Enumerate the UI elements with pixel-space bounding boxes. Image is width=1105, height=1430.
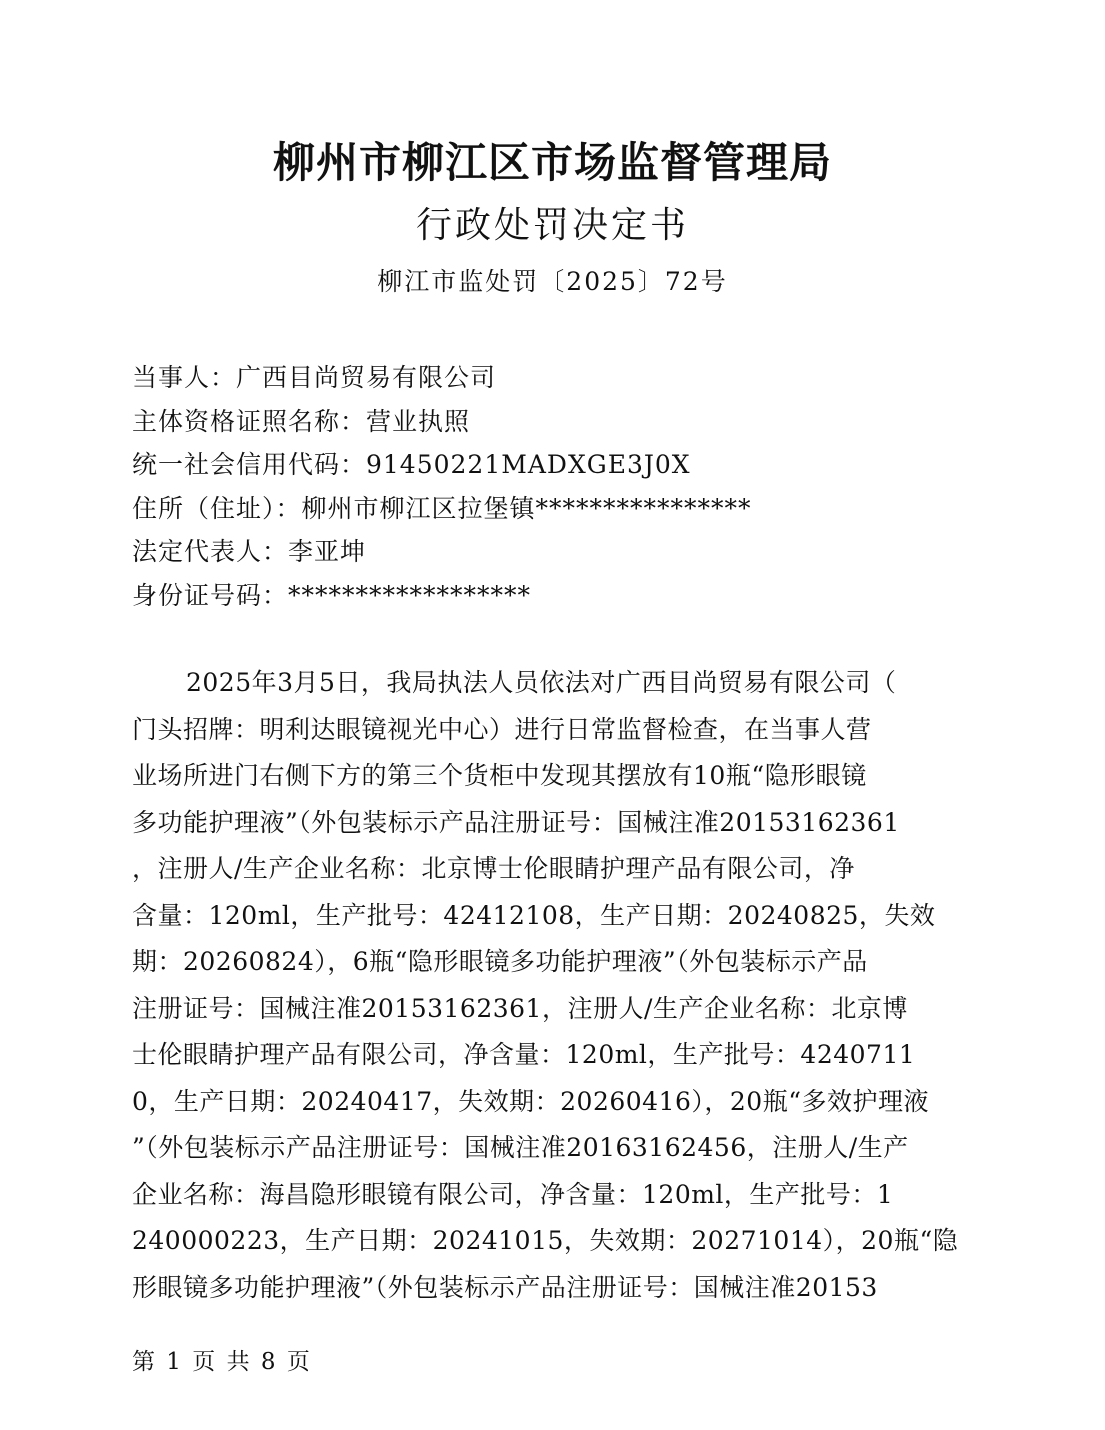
body-line: 含量：120ml，生产批号：42412108，生产日期：20240825，失效 [132,900,936,930]
body-paragraph [132,660,972,1311]
body-line: 240000223，生产日期：20241015，失效期：20271014），20瓶“隐 [132,1226,959,1255]
body-line: 企业名称：海昌隐形眼镜有限公司，净含量：120ml，生产批号：1 [132,1179,894,1209]
party-name-line: 当事人：广西目尚贸易有限公司 [132,363,497,392]
body-line: 形眼镜多功能护理液”（外包装标示产品注册证号：国械注准20153 [132,1272,878,1302]
legal-representative-line: 法定代表人：李亚坤 [132,537,367,567]
page-indicator: 第 1 页 共 8 页 [132,1349,312,1375]
body-line: 2025年3月5日，我局执法人员依法对广西目尚贸易有限公司（ [186,668,897,697]
document-title: 行政处罚决定书 [415,205,689,246]
body-line: ”（外包装标示产品注册证号：国械注准20163162456，注册人/生产 [132,1133,909,1162]
body-line: 业场所进门右侧下方的第三个货柜中发现其摆放有10瓶“隐形眼镜 [132,761,867,790]
body-line: ，注册人/生产企业名称：北京博士伦眼睛护理产品有限公司，净 [132,854,855,883]
body-line: 0，生产日期：20240417，失效期：20260416），20瓶“多效护理液 [132,1086,929,1116]
body-line: 注册证号：国械注准20153162361，注册人/生产企业名称：北京博 [132,993,908,1023]
organization-title: 柳州市柳江区市场监督管理局 [272,138,832,187]
license-type-line: 主体资格证照名称：营业执照 [132,406,471,436]
body-line: 门头招牌：明利达眼镜视光中心）进行日常监督检查，在当事人营 [132,714,872,744]
credit-code-line: 统一社会信用代码：91450221MADXGE3J0X [132,450,691,480]
party-info-block [132,356,992,618]
address-line: 住所（住址）：柳州市柳江区拉堡镇**************** [132,493,752,523]
body-line: 士伦眼睛护理产品有限公司，净含量：120ml，生产批号：4240711 [132,1040,916,1069]
body-line: 多功能护理液”（外包装标示产品注册证号：国械注准20153162361 [132,807,900,837]
body-line: 期：20260824），6瓶“隐形眼镜多功能护理液”（外包装标示产品 [132,947,868,976]
id-number-line: 身份证号码：****************** [132,580,532,610]
document-number: 柳江市监处罚〔2025〕72号 [377,267,728,296]
